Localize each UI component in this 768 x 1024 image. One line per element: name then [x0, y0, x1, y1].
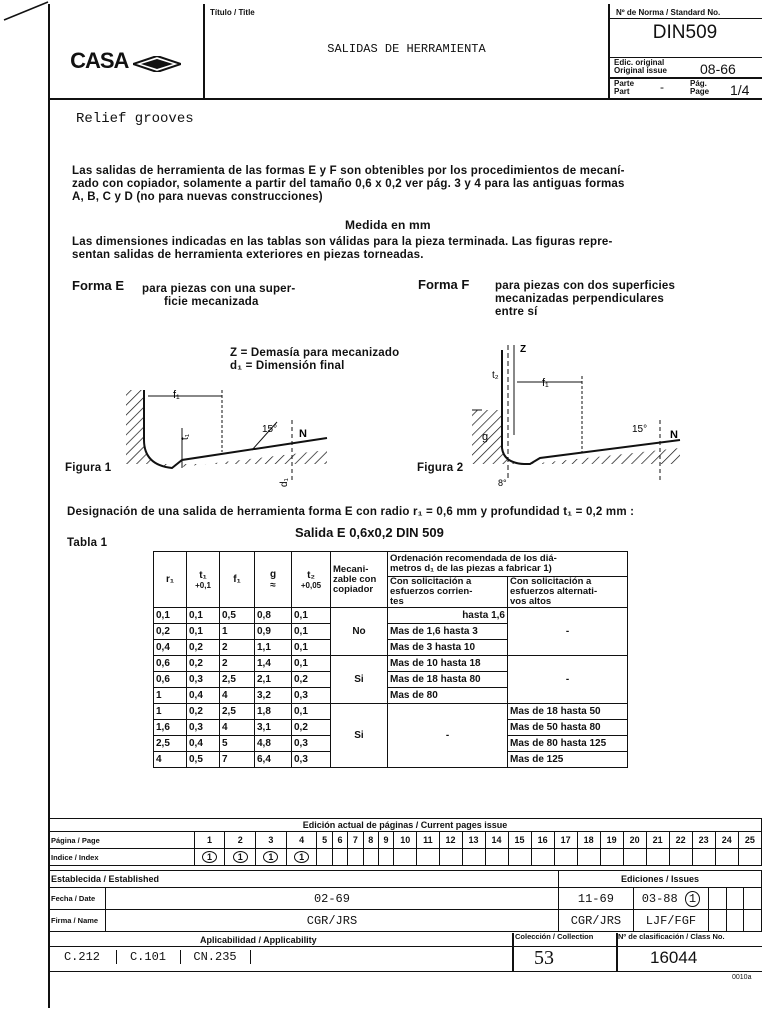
- cell: 3,2: [255, 688, 292, 704]
- title-label: Título / Title: [210, 8, 255, 17]
- cell: 2: [220, 640, 255, 656]
- col-mec-l2: zable con: [333, 573, 377, 585]
- table-header-row: [154, 552, 628, 577]
- cell: 0,6: [154, 672, 187, 688]
- diamond-logo-icon: [133, 56, 181, 72]
- page-cell: 15: [508, 832, 531, 849]
- page-cell: 4: [286, 832, 317, 849]
- cell: 3,1: [255, 720, 292, 736]
- index-value: 1: [233, 851, 248, 863]
- cell: Mas de 3 hasta 10: [388, 640, 508, 656]
- cell: 0,3: [187, 672, 220, 688]
- page-cell: 13: [462, 832, 485, 849]
- table-row: [154, 608, 628, 624]
- designation-text: Designación de una salida de herramienta forma E con radio r₁ = 0,6 mm y profundidad t₁ = 0,2 mm :: [67, 506, 635, 518]
- fig2-angle-label: 15°: [632, 424, 648, 435]
- date-established: 02-69: [106, 888, 559, 910]
- index-row: [49, 849, 762, 866]
- col-c1-l2: esfuerzos corrien-: [390, 586, 473, 597]
- page-cell: 22: [669, 832, 692, 849]
- page-cell: 9: [378, 832, 393, 849]
- fig1-f1-label: f₁: [173, 389, 180, 401]
- date-row-label: Fecha / Date: [49, 888, 106, 910]
- figure-1-drawing: [126, 390, 327, 480]
- index-value: 1: [263, 851, 278, 863]
- name-issue-2: LJF/FGF: [633, 910, 708, 932]
- header-block: [48, 4, 762, 100]
- para1-line3: A, B, C y D (no para nuevas construcciones): [72, 191, 323, 203]
- cell: 0,1: [292, 624, 331, 640]
- cell: 4: [220, 720, 255, 736]
- cell: 0,2: [292, 672, 331, 688]
- page-cell: 14: [485, 832, 508, 849]
- cell: 0,5: [220, 608, 255, 624]
- class-no-label: Nº de clasificación / Class No.: [618, 932, 725, 941]
- cell: 1: [154, 704, 187, 720]
- page-cell: 5: [317, 832, 332, 849]
- col-g: [255, 552, 292, 608]
- fig2-g-label: g: [482, 431, 489, 443]
- col-corrientes: [388, 577, 508, 608]
- page-row-label: Página / Page: [49, 832, 195, 849]
- page-value: 1/4: [730, 82, 750, 98]
- index-cell: [225, 849, 256, 866]
- document-title: SALIDAS DE HERRAMIENTA: [327, 42, 486, 56]
- cell: Mas de 18 hasta 80: [388, 672, 508, 688]
- page-cell: 16: [531, 832, 554, 849]
- cell-mec-no: No: [331, 608, 388, 656]
- cell: 5: [220, 736, 255, 752]
- collection-label: Colección / Collection: [515, 932, 594, 941]
- figures-drawing: [62, 340, 752, 490]
- page-cell: 12: [439, 832, 462, 849]
- page-label-es: Pág.: [690, 79, 707, 88]
- forma-e-desc-l1: para piezas con una super-: [142, 283, 296, 295]
- name-row-label: Firma / Name: [49, 910, 106, 932]
- index-cell: [286, 849, 317, 866]
- fig1-t1-label: t₁: [180, 433, 191, 440]
- page-cell: 10: [394, 832, 417, 849]
- index-value: 1: [294, 851, 309, 863]
- fig2-angle8-label: 8°: [498, 478, 507, 488]
- cell: 4: [154, 752, 187, 768]
- figure-2-caption: Figura 2: [417, 462, 464, 474]
- page-cell: 8: [363, 832, 378, 849]
- cell: 2: [220, 656, 255, 672]
- cell: 0,3: [292, 752, 331, 768]
- para2-line1: Las dimensiones indicadas en las tablas son válidas para la pieza terminada. Las figuras repre-: [72, 236, 613, 248]
- cell-dash: -: [508, 608, 628, 656]
- index-value: 1: [202, 851, 217, 863]
- cell: 0,1: [154, 608, 187, 624]
- cell: 4,8: [255, 736, 292, 752]
- cell: 0,4: [187, 736, 220, 752]
- edition-label-en: Original issue: [614, 66, 667, 75]
- cell: 0,4: [154, 640, 187, 656]
- col-c2-l1: Con solicitación a: [510, 576, 592, 587]
- col-f1-label: f₁: [233, 574, 241, 585]
- applicability-2: C.101: [116, 950, 181, 964]
- forma-e-desc: [142, 283, 295, 309]
- cell: 0,3: [187, 720, 220, 736]
- page-cell: 7: [348, 832, 363, 849]
- cell: 0,4: [187, 688, 220, 704]
- date-issue-2-index: 1: [685, 891, 700, 907]
- date-issue-2-value: 03-88: [641, 891, 678, 906]
- cell: 1,8: [255, 704, 292, 720]
- cell: 0,1: [187, 624, 220, 640]
- paragraph-1: [72, 165, 752, 204]
- page-cell: 18: [577, 832, 600, 849]
- standard-label: Nº de Norma / Standard No.: [616, 8, 721, 17]
- cell-dash: -: [508, 656, 628, 704]
- logo-text: CASA: [70, 48, 129, 73]
- cell: 2,5: [154, 736, 187, 752]
- col-c1-l3: tes: [390, 596, 404, 607]
- part-label: [614, 80, 634, 96]
- col-c2-l2: esfuerzos alternati-: [510, 586, 598, 597]
- col-r1: [154, 552, 187, 608]
- subtitle: Relief grooves: [76, 111, 194, 127]
- fig1-angle-label: 15°: [262, 424, 278, 435]
- cell-mec-si: Si: [331, 704, 388, 768]
- page-cell: 3: [256, 832, 287, 849]
- figure-2-drawing: [472, 345, 680, 480]
- cell: 0,3: [292, 736, 331, 752]
- applicability-label: Aplicabilidad / Applicability: [200, 935, 317, 945]
- paragraph-2: [72, 236, 752, 262]
- col-t2: [292, 552, 331, 608]
- cell-mec-si: Si: [331, 656, 388, 704]
- page-cell: 24: [715, 832, 738, 849]
- forma-f-desc-l3: entre sí: [495, 306, 538, 318]
- fig2-n-label: N: [670, 429, 678, 441]
- cell: 0,8: [255, 608, 292, 624]
- col-ord-l1: Ordenación recomendada de los diá-: [390, 553, 557, 564]
- col-t1: [187, 552, 220, 608]
- fig1-d1-label: d₁: [279, 478, 290, 487]
- forma-f-title: Forma F: [418, 277, 470, 292]
- logo: [48, 48, 203, 74]
- para1-line2: zado con copiador, solamente a partir del tamaño 0,6 x 0,2 ver pág. 3 y 4 para las antiguas formas: [72, 178, 625, 190]
- cell: 6,4: [255, 752, 292, 768]
- fig2-f1-label: f₁: [542, 377, 549, 389]
- index-cell: [256, 849, 287, 866]
- edition-label-es: Edic. original: [614, 58, 665, 67]
- name-established: CGR/JRS: [106, 910, 559, 932]
- cell: 0,5: [187, 752, 220, 768]
- col-alternativos: [508, 577, 628, 608]
- cell: Mas de 125: [508, 752, 628, 768]
- cell: 1: [154, 688, 187, 704]
- fig1-n-label: N: [299, 428, 307, 440]
- cell: Mas de 80: [388, 688, 508, 704]
- table-label: Tabla 1: [67, 537, 108, 549]
- form-code: 0010a: [732, 974, 752, 981]
- cell-dash: -: [388, 704, 508, 768]
- page-cell: 11: [417, 832, 439, 849]
- cell: Mas de 10 hasta 18: [388, 656, 508, 672]
- col-ord-l2: metros d₁ de las piezas a fabricar 1): [390, 563, 552, 574]
- legend-z: Z = Demasía para mecanizado: [230, 347, 400, 359]
- page-cell: 19: [600, 832, 623, 849]
- standard-number: DIN509: [652, 22, 718, 43]
- cell: 0,2: [187, 640, 220, 656]
- forma-e-desc-l2: ficie mecanizada: [164, 296, 259, 308]
- page-cell: 25: [738, 832, 761, 849]
- units-note: Medida en mm: [345, 218, 431, 232]
- edition-value: 08-66: [700, 61, 736, 77]
- page-cell: 1: [194, 832, 225, 849]
- cell: Mas de 1,6 hasta 3: [388, 624, 508, 640]
- col-t1-tol: +0,1: [195, 580, 211, 590]
- col-t2-label: t₂: [307, 569, 315, 581]
- cell: 1,1: [255, 640, 292, 656]
- cell: 1,4: [255, 656, 292, 672]
- issues-label: Ediciones / Issues: [558, 871, 761, 888]
- fig2-t2-label: t₂: [492, 370, 499, 381]
- part-value: -: [660, 80, 664, 94]
- col-r1-label: r₁: [165, 574, 175, 585]
- current-pages-issue-title: Edición actual de páginas / Current pages issue: [49, 819, 762, 832]
- para2-line2: sentan salidas de herramienta exteriores en piezas torneadas.: [72, 249, 424, 261]
- applicability-1: C.212: [48, 950, 117, 964]
- cell: 0,1: [187, 608, 220, 624]
- issues-block: [48, 870, 762, 932]
- col-mec-l3: copiador: [333, 583, 374, 595]
- cell: 0,1: [292, 704, 331, 720]
- page-number-row: [49, 832, 762, 849]
- index-cell: [194, 849, 225, 866]
- cell: 2,5: [220, 672, 255, 688]
- cell: 0,2: [187, 656, 220, 672]
- established-label: Establecida / Established: [49, 871, 559, 888]
- col-ordenacion: [388, 552, 628, 577]
- cell: Mas de 18 hasta 50: [508, 704, 628, 720]
- page-cell: 23: [692, 832, 715, 849]
- cell: 1: [220, 624, 255, 640]
- cell: Mas de 80 hasta 125: [508, 736, 628, 752]
- col-g-approx: ≈: [270, 579, 276, 591]
- cell: Mas de 50 hasta 80: [508, 720, 628, 736]
- col-c1-l1: Con solicitación a: [390, 576, 472, 587]
- designation-example: Salida E 0,6x0,2 DIN 509: [295, 525, 444, 540]
- page-label: [690, 80, 709, 96]
- cell: 7: [220, 752, 255, 768]
- index-row-label: Indice / Index: [49, 849, 195, 866]
- cell: 2,1: [255, 672, 292, 688]
- page-label-en: Page: [690, 87, 710, 96]
- corner-mark: [0, 0, 50, 30]
- footer-block: [48, 818, 762, 866]
- applicability-3: CN.235: [180, 950, 251, 964]
- table-row: [154, 656, 628, 672]
- forma-f-desc-l1: para piezas con dos superficies: [495, 280, 676, 292]
- cell: 0,1: [292, 640, 331, 656]
- forma-e-title: Forma E: [72, 278, 125, 293]
- cell: 0,1: [292, 656, 331, 672]
- col-g-label: g: [269, 568, 277, 580]
- page-cell: 17: [554, 832, 577, 849]
- applicability-row: [48, 946, 762, 972]
- table-1: [153, 551, 628, 768]
- cell: 0,2: [187, 704, 220, 720]
- edition-label: [614, 59, 667, 75]
- fig2-z-label: Z: [520, 344, 527, 355]
- name-issue-1: CGR/JRS: [558, 910, 633, 932]
- page-cell: 6: [332, 832, 347, 849]
- figure-1-caption: Figura 1: [65, 462, 112, 474]
- page-cell: 20: [623, 832, 646, 849]
- page-cell: 21: [646, 832, 669, 849]
- class-no-value: 16044: [650, 948, 698, 967]
- cell: 0,9: [255, 624, 292, 640]
- part-label-es: Parte: [614, 79, 635, 88]
- cell: 1,6: [154, 720, 187, 736]
- forma-f-desc-l2: mecanizadas perpendiculares: [495, 293, 665, 305]
- col-mecanizable: [331, 552, 388, 608]
- col-c2-l3: vos altos: [510, 596, 552, 607]
- col-t1-label: t₁: [199, 569, 207, 581]
- cell: 0,2: [292, 720, 331, 736]
- collection-value: 53: [534, 947, 554, 969]
- cell: 0,3: [292, 688, 331, 704]
- part-label-en: Part: [614, 87, 630, 96]
- date-issue-2: [633, 888, 708, 910]
- col-mec-l1: Mecani-: [333, 563, 369, 575]
- cell: 0,6: [154, 656, 187, 672]
- col-t2-tol: +0,05: [300, 580, 322, 590]
- cell: 2,5: [220, 704, 255, 720]
- cell: 0,2: [154, 624, 187, 640]
- legend-d1: d₁ = Dimensión final: [230, 360, 345, 372]
- cell: hasta 1,6: [388, 608, 508, 624]
- cell: 0,1: [292, 608, 331, 624]
- col-f1: [220, 552, 255, 608]
- page-cell: 2: [225, 832, 256, 849]
- forma-f-desc: [495, 280, 675, 319]
- cell: 4: [220, 688, 255, 704]
- table-row: [154, 704, 628, 720]
- para1-line1: Las salidas de herramienta de las formas E y F son obtenibles por los procedimientos de mecaní-: [72, 165, 625, 177]
- date-issue-1: 11-69: [558, 888, 633, 910]
